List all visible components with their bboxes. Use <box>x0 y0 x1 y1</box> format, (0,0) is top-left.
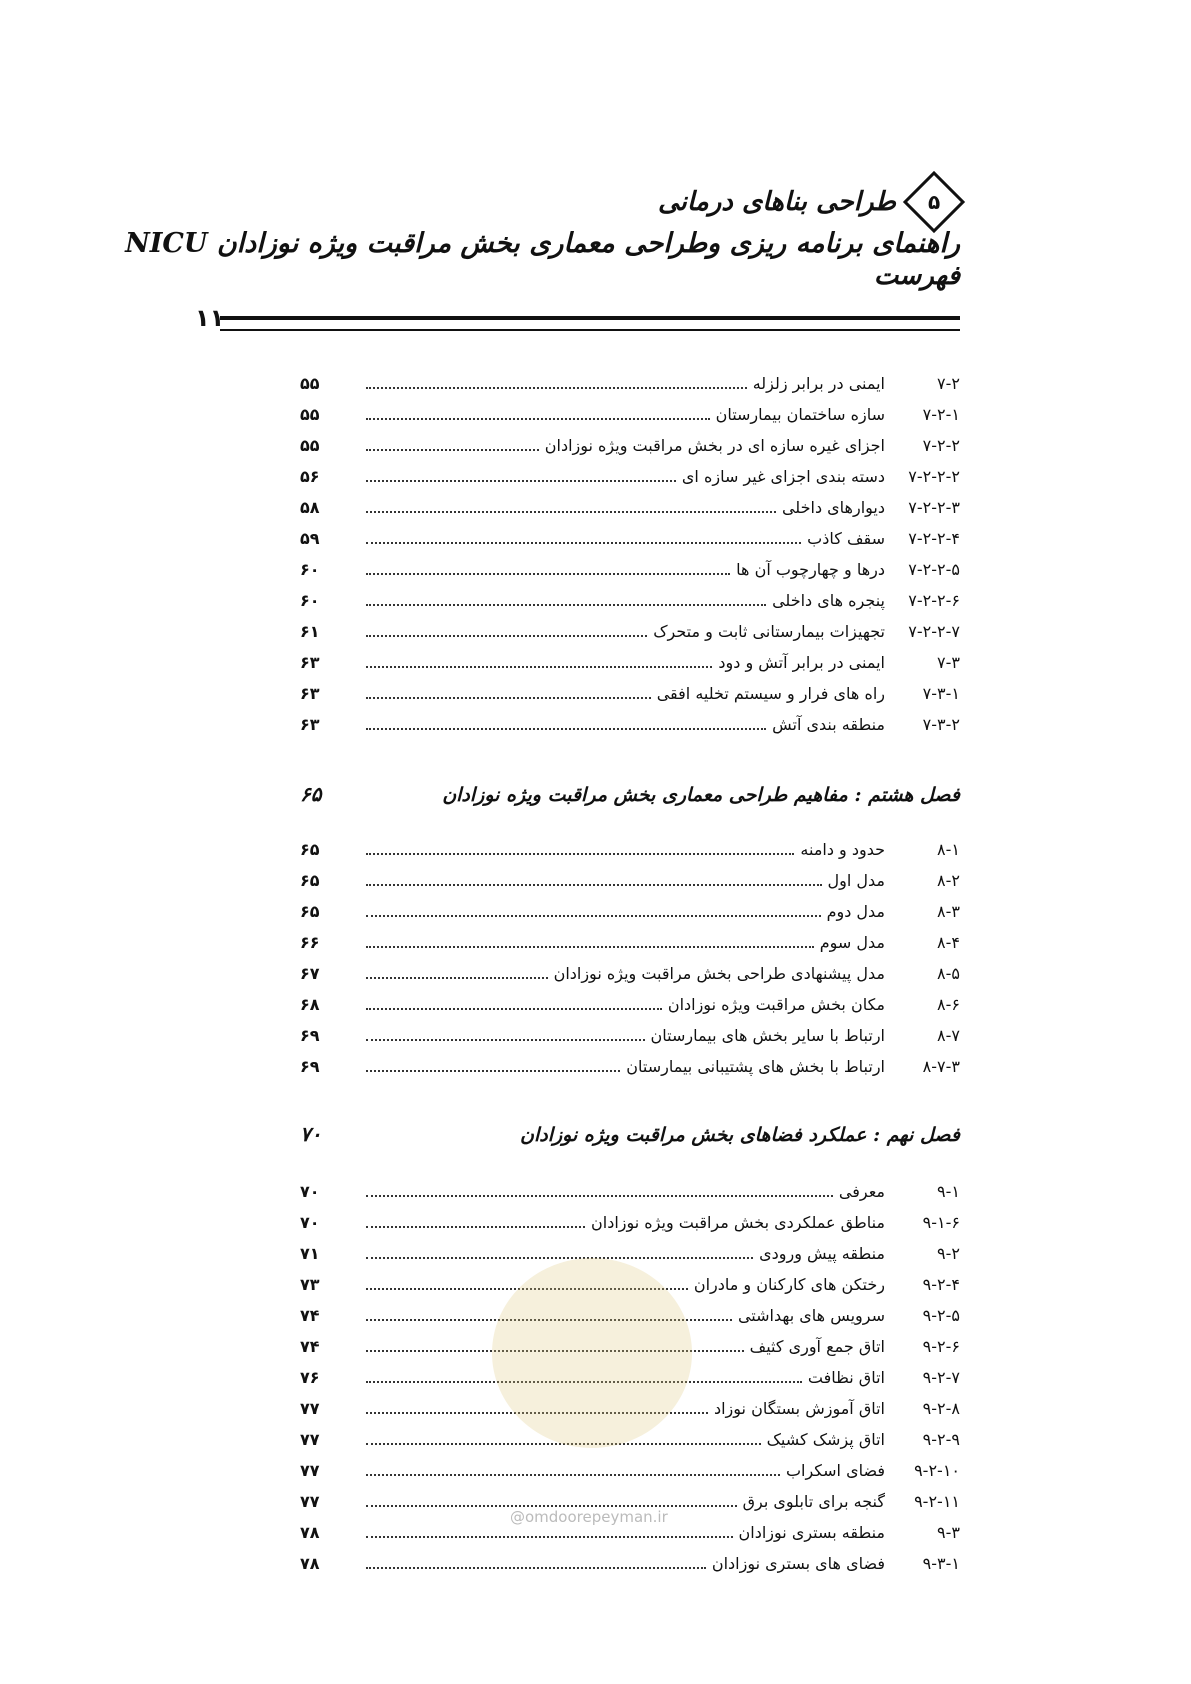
chapter-title: فصل نهم : عملکرد فضاهای بخش مراقبت ویژه نوزادان <box>520 1124 960 1146</box>
toc-entry <box>300 1182 960 1213</box>
toc-entry <box>300 374 960 405</box>
entry-number: ۹-۲-۴ <box>922 1275 960 1294</box>
dot-leader <box>366 542 801 544</box>
entry-title: سقف کاذب <box>807 529 885 548</box>
entry-number: ۹-۳-۱ <box>922 1554 960 1573</box>
dot-leader <box>366 1008 662 1010</box>
chapter-page: ۶۵ <box>300 782 322 806</box>
chapter-title: فصل هشتم : مفاهیم طراحی معماری بخش مراقبت ویژه نوزادان <box>442 784 960 806</box>
entry-number: ۹-۲-۹ <box>922 1430 960 1449</box>
entry-page: ۶۱ <box>300 622 320 641</box>
toc-entry <box>300 871 960 902</box>
dot-leader <box>366 635 647 637</box>
toc-entry <box>300 529 960 560</box>
entry-page: ۶۰ <box>300 591 320 610</box>
dot-leader <box>366 1257 753 1259</box>
dot-leader <box>366 915 821 917</box>
toc-entry <box>300 684 960 715</box>
entry-page: ۵۶ <box>300 467 320 486</box>
entry-page: ۶۰ <box>300 560 320 579</box>
toc-group-2 <box>300 840 960 1088</box>
page-header <box>125 180 960 291</box>
entry-page: ۶۹ <box>300 1057 320 1076</box>
dot-leader <box>366 977 548 979</box>
dot-leader <box>366 449 539 451</box>
dot-leader <box>366 1567 706 1569</box>
section-title: فهرست <box>873 261 960 291</box>
series-number: ۵ <box>927 190 941 214</box>
series-number-badge <box>903 171 965 233</box>
entry-number: ۹-۲-۱۰ <box>914 1461 960 1480</box>
toc-entry <box>300 560 960 591</box>
entry-number: ۹-۲-۶ <box>922 1337 960 1356</box>
entry-number: ۷-۲-۲-۵ <box>908 560 960 579</box>
dot-leader <box>366 604 766 606</box>
entry-number: ۸-۶ <box>937 995 960 1014</box>
toc-entry <box>300 1057 960 1088</box>
entry-title: درها و چهارچوب آن ها <box>736 560 885 579</box>
entry-title: منطقه پیش ورودی <box>759 1244 885 1263</box>
entry-number: ۷-۲-۲ <box>922 436 960 455</box>
entry-number: ۹-۲-۱۱ <box>914 1492 960 1511</box>
entry-title: اتاق جمع آوری کثیف <box>749 1337 885 1356</box>
entry-title: ایمنی در برابر زلزله <box>752 374 885 393</box>
entry-number: ۹-۲-۵ <box>922 1306 960 1325</box>
entry-title: مدل پیشنهادی طراحی بخش مراقبت ویژه نوزادان <box>553 964 885 983</box>
entry-page: ۷۰ <box>300 1182 320 1201</box>
entry-title: مدل اول <box>827 871 885 890</box>
entry-title: سرویس های بهداشتی <box>737 1306 885 1325</box>
entry-title: مناطق عملکردی بخش مراقبت ویژه نوزادان <box>591 1213 885 1232</box>
entry-number: ۷-۲-۱ <box>922 405 960 424</box>
toc-entry <box>300 1026 960 1057</box>
series-line <box>340 180 960 224</box>
dot-leader <box>366 666 712 668</box>
toc-entry <box>300 591 960 622</box>
entry-page: ۷۷ <box>300 1399 320 1418</box>
entry-title: اتاق آموزش بستگان نوزاد <box>713 1399 885 1418</box>
entry-page: ۶۵ <box>300 871 320 890</box>
entry-title: دسته بندی اجزای غیر سازه ای <box>681 467 885 486</box>
entry-number: ۷-۲ <box>937 374 960 393</box>
entry-page: ۷۳ <box>300 1275 320 1294</box>
watermark-text: @omdoorepeyman.ir <box>510 1508 668 1526</box>
entry-title: اتاق پزشک کشیک <box>766 1430 885 1449</box>
entry-page: ۵۸ <box>300 498 320 517</box>
toc-entry <box>300 1213 960 1244</box>
entry-page: ۵۵ <box>300 374 320 393</box>
toc-entry <box>300 902 960 933</box>
dot-leader <box>366 853 794 855</box>
dot-leader <box>366 946 814 948</box>
entry-title: فضای های بستری نوزادان <box>711 1554 885 1573</box>
entry-number: ۸-۷-۳ <box>922 1057 960 1076</box>
entry-number: ۹-۲-۷ <box>922 1368 960 1387</box>
entry-number: ۷-۲-۲-۷ <box>908 622 960 641</box>
entry-number: ۷-۲-۲-۴ <box>908 529 960 548</box>
entry-number: ۸-۱ <box>937 840 960 859</box>
entry-number: ۸-۳ <box>937 902 960 921</box>
entry-number: ۷-۳-۱ <box>922 684 960 703</box>
entry-number: ۷-۲-۲-۶ <box>908 591 960 610</box>
entry-page: ۷۸ <box>300 1523 320 1542</box>
entry-number: ۹-۲ <box>937 1244 960 1263</box>
entry-title: ایمنی در برابر آتش و دود <box>718 653 885 672</box>
entry-title: تجهیزات بیمارستانی ثابت و متحرک <box>653 622 885 641</box>
entry-page: ۶۳ <box>300 684 320 703</box>
entry-number: ۹-۱-۶ <box>922 1213 960 1232</box>
chapter-8-heading <box>300 782 960 806</box>
entry-page: ۷۴ <box>300 1306 320 1325</box>
entry-title: پنجره های داخلی <box>772 591 885 610</box>
entry-title: منطقه بندی آتش <box>772 715 885 734</box>
entry-page: ۶۶ <box>300 933 320 952</box>
entry-title: مدل دوم <box>826 902 885 921</box>
toc-entry <box>300 840 960 871</box>
entry-title: دیوارهای داخلی <box>781 498 885 517</box>
entry-page: ۶۵ <box>300 902 320 921</box>
entry-page: ۷۸ <box>300 1554 320 1573</box>
toc-entry <box>300 1554 960 1585</box>
entry-number: ۹-۱ <box>937 1182 960 1201</box>
watermark-seal <box>492 1258 692 1448</box>
dot-leader <box>366 573 730 575</box>
entry-number: ۷-۳ <box>937 653 960 672</box>
entry-number: ۷-۳-۲ <box>922 715 960 734</box>
dot-leader <box>366 1505 737 1507</box>
entry-number: ۷-۲-۲-۲ <box>908 467 960 486</box>
chapter-9-heading <box>300 1122 960 1146</box>
toc-entry <box>300 436 960 467</box>
dot-leader <box>366 1039 645 1041</box>
page-number: ۱۱ <box>195 304 225 332</box>
entry-page: ۵۵ <box>300 436 320 455</box>
entry-page: ۶۳ <box>300 653 320 672</box>
dot-leader <box>366 480 676 482</box>
entry-page: ۷۶ <box>300 1368 320 1387</box>
entry-page: ۶۳ <box>300 715 320 734</box>
dot-leader <box>366 1536 733 1538</box>
entry-title: راه های فرار و سیستم تخلیه افقی <box>656 684 885 703</box>
entry-page: ۶۵ <box>300 840 320 859</box>
toc-entry <box>300 498 960 529</box>
toc-entry <box>300 1523 960 1554</box>
dot-leader <box>366 1195 833 1197</box>
header-rule <box>220 316 960 331</box>
entry-title: گنجه برای تابلوی برق <box>742 1492 885 1511</box>
entry-title: منطقه بستری نوزادان <box>738 1523 885 1542</box>
entry-title: معرفی <box>838 1182 885 1201</box>
dot-leader <box>366 511 776 513</box>
entry-number: ۸-۴ <box>937 933 960 952</box>
dot-leader <box>366 387 747 389</box>
toc-group-1 <box>300 374 960 746</box>
entry-title: اتاق نظافت <box>807 1368 885 1387</box>
entry-title: اجزای غیره سازه ای در بخش مراقبت ویژه نوزادان <box>544 436 885 455</box>
toc-entry <box>300 467 960 498</box>
dot-leader <box>366 884 822 886</box>
toc-entry <box>300 1461 960 1492</box>
chapter-page: ۷۰ <box>300 1122 322 1146</box>
entry-title: ارتباط با سایر بخش های بیمارستان <box>650 1026 885 1045</box>
entry-page: ۷۴ <box>300 1337 320 1356</box>
toc-entry <box>300 964 960 995</box>
toc-entry <box>300 995 960 1026</box>
book-title: راهنمای برنامه ریزی وطراحی معماری بخش مراقبت ویژه نوزادان NICU <box>125 228 960 259</box>
entry-title: حدود و دامنه <box>800 840 885 859</box>
entry-page: ۷۷ <box>300 1430 320 1449</box>
entry-title: ارتباط با بخش های پشتیبانی بیمارستان <box>626 1057 885 1076</box>
entry-page: ۶۷ <box>300 964 320 983</box>
entry-title: مدل سوم <box>819 933 885 952</box>
entry-page: ۷۱ <box>300 1244 320 1263</box>
entry-number: ۸-۷ <box>937 1026 960 1045</box>
toc-entry <box>300 622 960 653</box>
entry-title: مکان بخش مراقبت ویژه نوزادان <box>667 995 885 1014</box>
entry-page: ۷۰ <box>300 1213 320 1232</box>
entry-title: رختکن های کارکنان و مادران <box>693 1275 885 1294</box>
entry-title: سازه ساختمان بیمارستان <box>715 405 885 424</box>
toc-entry <box>300 933 960 964</box>
dot-leader <box>366 418 710 420</box>
dot-leader <box>366 697 651 699</box>
dot-leader <box>366 1226 585 1228</box>
dot-leader <box>366 1070 620 1072</box>
entry-page: ۷۷ <box>300 1461 320 1480</box>
series-title: طراحی بناهای درمانی <box>658 187 896 217</box>
toc-entry <box>300 405 960 436</box>
dot-leader <box>366 1474 780 1476</box>
entry-page: ۶۸ <box>300 995 320 1014</box>
dot-leader <box>366 728 766 730</box>
entry-page: ۵۹ <box>300 529 320 548</box>
entry-number: ۸-۲ <box>937 871 960 890</box>
toc-entry <box>300 715 960 746</box>
entry-page: ۷۷ <box>300 1492 320 1511</box>
entry-number: ۹-۲-۸ <box>922 1399 960 1418</box>
entry-title: فضای اسکراب <box>785 1461 885 1480</box>
entry-number: ۹-۳ <box>937 1523 960 1542</box>
entry-page: ۶۹ <box>300 1026 320 1045</box>
entry-number: ۷-۲-۲-۳ <box>908 498 960 517</box>
entry-number: ۸-۵ <box>937 964 960 983</box>
entry-page: ۵۵ <box>300 405 320 424</box>
toc-entry <box>300 653 960 684</box>
